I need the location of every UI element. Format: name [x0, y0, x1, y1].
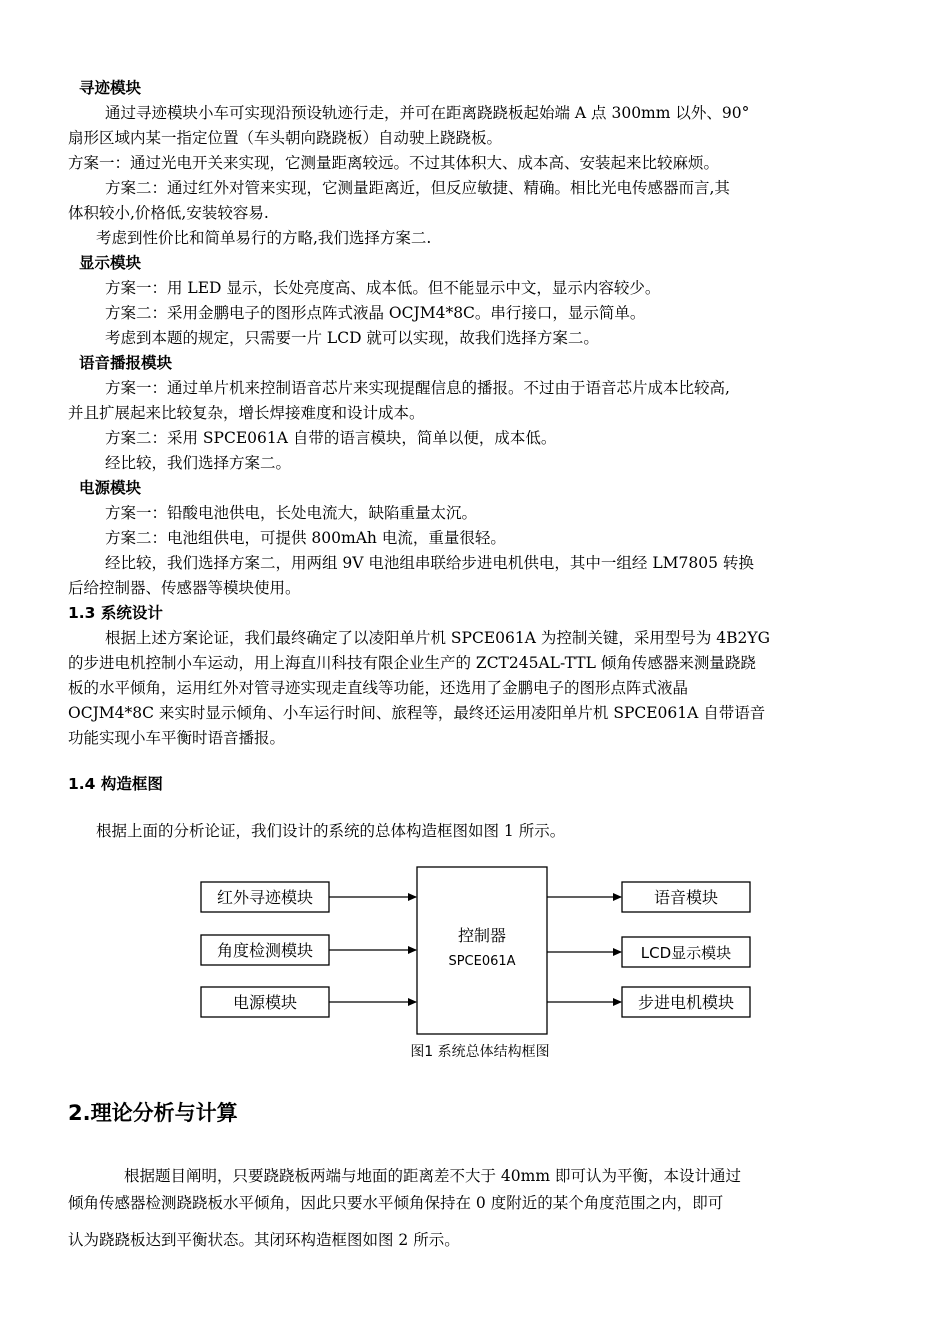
output-block-label: LCD显示模块 — [640, 944, 732, 962]
paragraph-line: 方案一：铅酸电池供电，长处电流大，缺陷重量太沉。 — [105, 504, 478, 522]
heading-power-module: 电源模块 — [79, 479, 142, 497]
paragraph-line: 板的水平倾角，运用红外对管寻迹实现走直线等功能，还选用了金鹏电子的图形点阵式液晶 — [68, 679, 689, 697]
controller-block — [417, 867, 547, 1034]
paragraph-line: 考虑到本题的规定，只需要一片 LCD 就可以实现，故我们选择方案二。 — [105, 329, 599, 347]
figure-caption: 图1 系统总体结构框图 — [410, 1044, 550, 1060]
system-block-diagram — [195, 862, 765, 1062]
paragraph-line: 根据上面的分析论证，我们设计的系统的总体构造框图如图 1 所示。 — [96, 822, 566, 840]
paragraph-line: 的步进电机控制小车运动，用上海直川科技有限企业生产的 ZCT245AL-TTL 倾角传感器来测量跷跷 — [68, 654, 756, 672]
input-block-label: 角度检测模块 — [216, 941, 314, 960]
paragraph-line: 根据上述方案论证，我们最终确定了以凌阳单片机 SPCE061A 为控制关键，采用型号为 4B2YG — [105, 629, 771, 647]
heading-system-design: 1.3 系统设计 — [68, 604, 163, 622]
paragraph-line: 后给控制器、传感器等模块使用。 — [68, 579, 301, 597]
paragraph-line: OCJM4*8C 来实时显示倾角、小车运行时间、旅程等，最终还运用凌阳单片机 SPCE061A 自带语音 — [68, 704, 766, 722]
paragraph-line: 通过寻迹模块小车可实现沿预设轨迹行走，并可在距离跷跷板起始端 A 点 300mm 以外、90° — [105, 104, 750, 122]
paragraph-line: 方案一：通过单片机来控制语音芯片来实现提醒信息的播报。不过由于语音芯片成本比较高, — [105, 379, 730, 397]
controller-model: SPCE061A — [448, 954, 516, 969]
heading-voice-module: 语音播报模块 — [79, 354, 173, 372]
paragraph-line: 功能实现小车平衡时语音播报。 — [68, 729, 286, 747]
paragraph-line: 方案二：采用金鹏电子的图形点阵式液晶 OCJM4*8C。串行接口，显示简单。 — [105, 304, 646, 322]
heading-tracking-module: 寻迹模块 — [79, 79, 142, 97]
paragraph-line: 经比较，我们选择方案二，用两组 9V 电池组串联给步进电机供电，其中一组经 LM7805 转换 — [105, 554, 754, 572]
paragraph-line: 体积较小,价格低,安装较容易. — [68, 204, 269, 222]
paragraph-line: 方案一：通过光电开关来实现，它测量距离较远。不过其体积大、成本高、安装起来比较麻烦。 — [68, 154, 720, 172]
heading-block-diagram: 1.4 构造框图 — [68, 775, 163, 793]
paragraph-line: 方案二：通过红外对管来实现，它测量距离近，但反应敏捷、精确。相比光电传感器而言,其 — [105, 179, 730, 197]
paragraph-line: 考虑到性价比和简单易行的方略,我们选择方案二. — [96, 229, 432, 247]
controller-title: 控制器 — [457, 926, 507, 945]
paragraph-line: 扇形区域内某一指定位置（车头朝向跷跷板）自动驶上跷跷板。 — [68, 129, 503, 147]
paragraph-line: 倾角传感器检测跷跷板水平倾角，因此只要水平倾角保持在 0 度附近的某个角度范围之内，即可 — [68, 1194, 724, 1212]
paragraph-line: 方案二：电池组供电，可提供 800mAh 电流，重量很轻。 — [105, 529, 506, 547]
output-block-label: 步进电机模块 — [637, 993, 735, 1012]
heading-display-module: 显示模块 — [79, 254, 142, 272]
paragraph-line: 认为跷跷板达到平衡状态。其闭环构造框图如图 2 所示。 — [68, 1231, 460, 1249]
input-block-label: 电源模块 — [232, 993, 298, 1012]
paragraph-line: 方案一：用 LED 显示，长处亮度高、成本低。但不能显示中文，显示内容较少。 — [105, 279, 661, 297]
input-block-label: 红外寻迹模块 — [216, 888, 314, 907]
paragraph-line: 方案二：采用 SPCE061A 自带的语言模块，简单以便，成本低。 — [105, 429, 557, 447]
paragraph-line: 经比较，我们选择方案二。 — [105, 454, 292, 472]
output-block-label: 语音模块 — [653, 888, 719, 907]
paragraph-line: 并且扩展起来比较复杂，增长焊接难度和设计成本。 — [68, 404, 425, 422]
paragraph-line: 根据题目阐明，只要跷跷板两端与地面的距离差不大于 40mm 即可认为平衡，本设计通过 — [124, 1167, 741, 1185]
chapter-heading: 2.理论分析与计算 — [68, 1101, 238, 1125]
